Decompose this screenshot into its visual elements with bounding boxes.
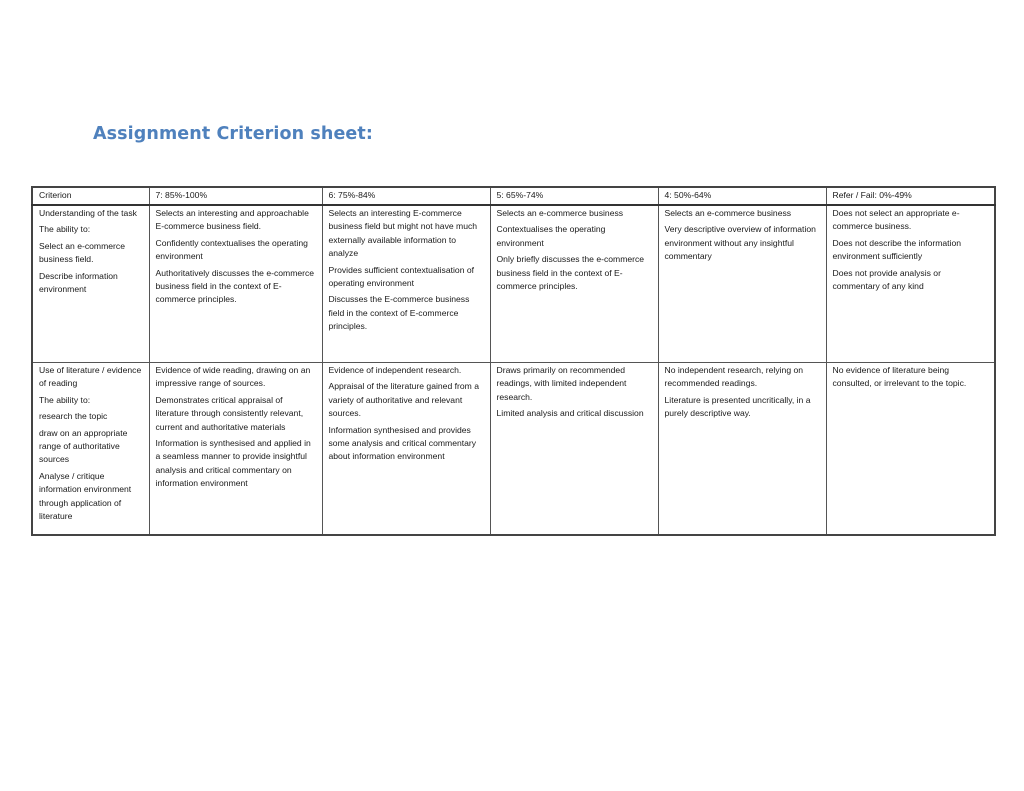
cell-paragraph: Contextualises the operating environment bbox=[496, 224, 606, 248]
header-grade-4: 4: 50%-64% bbox=[658, 187, 826, 205]
cell-paragraph: Understanding of the task bbox=[39, 208, 137, 218]
cell-paragraph: Selects an e-commerce business bbox=[496, 208, 624, 218]
cell-paragraph: Demonstrates critical appraisal of literature through consistently relevant, current and authoritative materials bbox=[155, 394, 304, 432]
grade-4-cell bbox=[658, 363, 826, 536]
cell-paragraph: The ability to: bbox=[39, 394, 91, 405]
cell-paragraph: Draws primarily on recommended readings, with limited independent research. bbox=[496, 365, 627, 402]
grade-7-cell bbox=[149, 363, 322, 536]
cell-paragraph: Selects an e-commerce business bbox=[664, 208, 792, 218]
table-row bbox=[32, 363, 995, 536]
cell-paragraph: Describe information environment bbox=[39, 270, 118, 295]
cell-paragraph: draw on an appropriate range of authoritative sources bbox=[39, 427, 128, 465]
criterion-table bbox=[31, 186, 996, 536]
header-criterion: Criterion bbox=[32, 187, 149, 205]
table-header-row bbox=[32, 187, 995, 205]
cell-paragraph: Discusses the E-commerce business field in the context of E-commerce principles. bbox=[328, 294, 470, 332]
header-refer-fail: Refer / Fail: 0%-49% bbox=[826, 187, 995, 205]
cell-paragraph: No independent research, relying on recommended readings. bbox=[664, 365, 804, 389]
refer-fail-cell bbox=[826, 363, 995, 536]
cell-paragraph: Information is synthesised and applied in a seamless manner to provide insightful analysis and critical commentary on information environment bbox=[155, 438, 311, 489]
page-title: Assignment Criterion sheet: bbox=[93, 124, 373, 144]
cell-paragraph: No evidence of literature being consulted, or irrelevant to the topic. bbox=[832, 365, 967, 389]
cell-paragraph: Information synthesised and provides some analysis and critical commentary about information environment bbox=[328, 424, 477, 462]
cell-paragraph: Confidently contextualises the operating environment bbox=[155, 237, 308, 262]
grade-6-cell bbox=[322, 205, 490, 363]
cell-paragraph: Analyse / critique information environment through application of literature bbox=[39, 470, 132, 522]
grade-7-cell bbox=[149, 205, 322, 363]
cell-paragraph: Evidence of independent research. bbox=[328, 365, 462, 375]
cell-paragraph: research the topic bbox=[39, 411, 108, 422]
cell-paragraph: Limited analysis and critical discussion bbox=[496, 408, 644, 419]
criterion-cell bbox=[32, 205, 149, 363]
cell-paragraph: Does not describe the information environment sufficiently bbox=[832, 237, 961, 262]
grade-4-cell bbox=[658, 205, 826, 363]
cell-paragraph: Literature is presented uncritically, in a purely descriptive way. bbox=[664, 394, 811, 419]
refer-fail-cell bbox=[826, 205, 995, 363]
cell-paragraph: Only briefly discusses the e-commerce business field in the context of E-commerce principles. bbox=[496, 254, 645, 292]
grade-6-cell bbox=[322, 363, 490, 536]
cell-paragraph: Selects an interesting E-commerce business field but might not have much externally available information to analyze bbox=[328, 208, 478, 259]
cell-paragraph: Does not provide analysis or commentary of any kind bbox=[832, 267, 941, 292]
header-grade-7: 7: 85%-100% bbox=[149, 187, 322, 205]
cell-paragraph: Evidence of wide reading, drawing on an impressive range of sources. bbox=[155, 365, 311, 389]
header-grade-5: 5: 65%-74% bbox=[490, 187, 658, 205]
criterion-cell bbox=[32, 363, 149, 536]
grade-5-cell bbox=[490, 205, 658, 363]
cell-paragraph: Use of literature / evidence of reading bbox=[39, 365, 142, 389]
cell-paragraph: Appraisal of the literature gained from a variety of authoritative and relevant sources. bbox=[328, 381, 479, 419]
grade-5-cell bbox=[490, 363, 658, 536]
cell-paragraph: Authoritatively discusses the e-commerce business field in the context of E-commerce principles. bbox=[155, 267, 315, 305]
table-row bbox=[32, 205, 995, 363]
cell-paragraph: Selects an interesting and approachable E-commerce business field. bbox=[155, 208, 309, 232]
cell-paragraph: Does not select an appropriate e-commerce business. bbox=[832, 208, 960, 232]
cell-paragraph: Select an e-commerce business field. bbox=[39, 240, 125, 265]
cell-paragraph: The ability to: bbox=[39, 224, 91, 235]
cell-paragraph: Provides sufficient contextualisation of operating environment bbox=[328, 264, 475, 289]
cell-paragraph: Very descriptive overview of information environment without any insightful commentary bbox=[664, 224, 816, 262]
header-grade-6: 6: 75%-84% bbox=[322, 187, 490, 205]
